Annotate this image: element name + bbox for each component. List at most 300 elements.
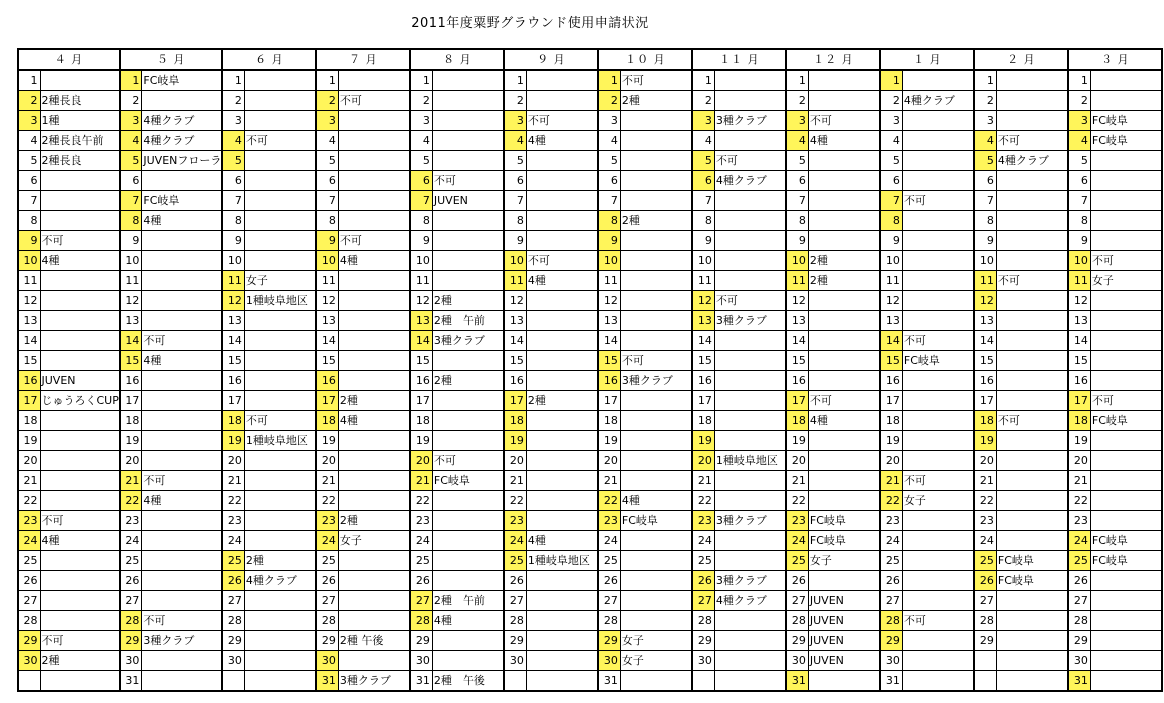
- day-number-cell: 24: [1068, 531, 1090, 551]
- reservation-cell: FC岐阜: [808, 511, 880, 531]
- reservation-cell: [902, 391, 974, 411]
- day-number-cell: 9: [18, 231, 40, 251]
- day-number-cell: 21: [316, 471, 338, 491]
- day-number-cell: 7: [1068, 191, 1090, 211]
- day-number-cell: 23: [1068, 511, 1090, 531]
- reservation-cell: [142, 371, 223, 391]
- reservation-cell: 4種: [338, 251, 410, 271]
- day-number-cell: 20: [222, 451, 244, 471]
- day-number-cell: 21: [1068, 471, 1090, 491]
- reservation-cell: [40, 351, 120, 371]
- reservation-cell: 3種クラブ: [432, 331, 504, 351]
- day-number-cell: 5: [786, 151, 808, 171]
- day-number-cell: 25: [974, 551, 996, 571]
- day-number-cell: 26: [222, 571, 244, 591]
- day-number-cell: 4: [974, 131, 996, 151]
- reservation-cell: 4種: [142, 351, 223, 371]
- reservation-cell: [620, 191, 692, 211]
- reservation-cell: 4種クラブ: [902, 91, 974, 111]
- day-number-cell: 22: [880, 491, 902, 511]
- day-number-cell: 22: [974, 491, 996, 511]
- day-number-cell: 28: [974, 611, 996, 631]
- day-number-cell: 24: [120, 531, 142, 551]
- reservation-cell: [1090, 611, 1162, 631]
- reservation-cell: [996, 531, 1068, 551]
- month-header: ２ 月: [974, 49, 1068, 70]
- day-row: [18, 631, 1162, 651]
- day-number-cell: 7: [18, 191, 40, 211]
- reservation-cell: [526, 91, 598, 111]
- reservation-cell: 2種: [338, 511, 410, 531]
- reservation-cell: FC岐阜: [902, 351, 974, 371]
- day-number-cell: 31: [598, 671, 620, 692]
- reservation-cell: [996, 591, 1068, 611]
- reservation-cell: [808, 171, 880, 191]
- reservation-cell: 4種クラブ: [244, 571, 316, 591]
- reservation-cell: [338, 351, 410, 371]
- reservation-cell: 不可: [40, 231, 120, 251]
- day-number-cell: 22: [692, 491, 714, 511]
- reservation-cell: [244, 111, 316, 131]
- day-number-cell: 1: [1068, 70, 1090, 91]
- day-number-cell: 31: [120, 671, 142, 692]
- day-number-cell: 10: [786, 251, 808, 271]
- reservation-cell: [902, 291, 974, 311]
- reservation-cell: [142, 411, 223, 431]
- reservation-cell: [902, 591, 974, 611]
- day-number-cell: 14: [1068, 331, 1090, 351]
- reservation-cell: [620, 331, 692, 351]
- reservation-cell: [620, 271, 692, 291]
- reservation-cell: 2種: [432, 291, 504, 311]
- day-number-cell: 4: [598, 131, 620, 151]
- reservation-cell: [526, 311, 598, 331]
- reservation-cell: 2種: [526, 391, 598, 411]
- day-number-cell: 30: [504, 651, 526, 671]
- day-number-cell: 29: [974, 631, 996, 651]
- day-number-cell: 8: [880, 211, 902, 231]
- day-number-cell: 7: [974, 191, 996, 211]
- day-number-cell: 3: [1068, 111, 1090, 131]
- reservation-cell: [526, 171, 598, 191]
- day-number-cell: 12: [974, 291, 996, 311]
- day-number-cell: 22: [598, 491, 620, 511]
- day-number-cell: 10: [410, 251, 432, 271]
- reservation-cell: JUVEN: [808, 611, 880, 631]
- reservation-cell: [40, 611, 120, 631]
- day-number-cell: 14: [222, 331, 244, 351]
- day-number-cell: 31: [1068, 671, 1090, 692]
- month-header: １１ 月: [692, 49, 786, 70]
- reservation-cell: [40, 571, 120, 591]
- day-number-cell: 15: [504, 351, 526, 371]
- day-number-cell: 28: [222, 611, 244, 631]
- day-number-cell: 11: [1068, 271, 1090, 291]
- reservation-cell: 2種 午前: [432, 311, 504, 331]
- day-number-cell: 30: [692, 651, 714, 671]
- reservation-cell: [714, 471, 786, 491]
- day-number-cell: 26: [504, 571, 526, 591]
- day-row: [18, 171, 1162, 191]
- day-row: [18, 431, 1162, 451]
- day-row: [18, 651, 1162, 671]
- reservation-cell: [714, 411, 786, 431]
- reservation-cell: 4種: [620, 491, 692, 511]
- reservation-cell: 3種クラブ: [714, 571, 786, 591]
- reservation-cell: [714, 631, 786, 651]
- reservation-cell: [620, 111, 692, 131]
- day-number-cell: 14: [786, 331, 808, 351]
- day-number-cell: 9: [316, 231, 338, 251]
- reservation-cell: [620, 671, 692, 692]
- day-number-cell: 19: [222, 431, 244, 451]
- day-number-cell: 10: [974, 251, 996, 271]
- reservation-cell: [526, 431, 598, 451]
- day-number-cell: 21: [410, 471, 432, 491]
- reservation-cell: [338, 571, 410, 591]
- day-number-cell: 6: [974, 171, 996, 191]
- day-number-cell: 18: [316, 411, 338, 431]
- reservation-cell: [902, 451, 974, 471]
- reservation-cell: [338, 291, 410, 311]
- day-number-cell: 1: [18, 70, 40, 91]
- day-number-cell: 14: [880, 331, 902, 351]
- reservation-cell: [902, 211, 974, 231]
- day-number-cell: 19: [692, 431, 714, 451]
- day-number-cell: 15: [598, 351, 620, 371]
- reservation-cell: 2種: [244, 551, 316, 571]
- reservation-cell: [996, 91, 1068, 111]
- day-number-cell: 9: [120, 231, 142, 251]
- day-number-cell: 8: [120, 211, 142, 231]
- day-number-cell: 7: [880, 191, 902, 211]
- reservation-cell: [1090, 631, 1162, 651]
- day-number-cell: 11: [880, 271, 902, 291]
- reservation-cell: 不可: [40, 511, 120, 531]
- day-number-cell: 6: [504, 171, 526, 191]
- reservation-cell: [432, 231, 504, 251]
- reservation-cell: 不可: [432, 451, 504, 471]
- day-number-cell: 15: [692, 351, 714, 371]
- day-number-cell: 7: [410, 191, 432, 211]
- day-number-cell: 26: [692, 571, 714, 591]
- day-number-cell: 29: [120, 631, 142, 651]
- day-number-cell: 15: [880, 351, 902, 371]
- day-number-cell: 24: [504, 531, 526, 551]
- day-number-cell: 28: [410, 611, 432, 631]
- day-number-cell: 3: [504, 111, 526, 131]
- day-number-cell: 25: [18, 551, 40, 571]
- reservation-cell: [714, 391, 786, 411]
- reservation-cell: [714, 351, 786, 371]
- reservation-cell: [620, 251, 692, 271]
- reservation-cell: [142, 91, 223, 111]
- day-number-cell: 13: [598, 311, 620, 331]
- reservation-cell: 4種: [40, 531, 120, 551]
- day-number-cell: 2: [974, 91, 996, 111]
- day-number-cell: 13: [120, 311, 142, 331]
- reservation-cell: 4種: [40, 251, 120, 271]
- reservation-cell: [244, 531, 316, 551]
- day-number-cell: 8: [692, 211, 714, 231]
- day-number-cell: 12: [222, 291, 244, 311]
- reservation-cell: 1種岐阜地区: [714, 451, 786, 471]
- day-number-cell: 14: [410, 331, 432, 351]
- day-number-cell: 21: [222, 471, 244, 491]
- reservation-cell: [902, 371, 974, 391]
- day-number-cell: 22: [316, 491, 338, 511]
- reservation-cell: [142, 571, 223, 591]
- day-number-cell: 14: [316, 331, 338, 351]
- day-number-cell: 2: [692, 91, 714, 111]
- day-number-cell: 21: [880, 471, 902, 491]
- reservation-cell: [142, 291, 223, 311]
- day-number-cell: 23: [410, 511, 432, 531]
- reservation-cell: [996, 231, 1068, 251]
- reservation-cell: 4種: [142, 491, 223, 511]
- day-number-cell: 6: [222, 171, 244, 191]
- reservation-cell: [244, 171, 316, 191]
- day-number-cell: 16: [598, 371, 620, 391]
- reservation-cell: [996, 471, 1068, 491]
- reservation-cell: [714, 651, 786, 671]
- day-number-cell: 19: [18, 431, 40, 451]
- day-number-cell: 1: [692, 70, 714, 91]
- reservation-cell: [1090, 91, 1162, 111]
- reservation-cell: [526, 351, 598, 371]
- day-number-cell: [974, 671, 996, 692]
- day-row: [18, 671, 1162, 692]
- reservation-cell: [808, 311, 880, 331]
- day-number-cell: 31: [786, 671, 808, 692]
- day-number-cell: 8: [18, 211, 40, 231]
- reservation-cell: JUVEN: [808, 631, 880, 651]
- day-number-cell: 3: [316, 111, 338, 131]
- reservation-cell: [526, 231, 598, 251]
- day-number-cell: 20: [880, 451, 902, 471]
- month-header: ６ 月: [222, 49, 316, 70]
- day-number-cell: 12: [120, 291, 142, 311]
- reservation-cell: [808, 191, 880, 211]
- reservation-cell: [338, 431, 410, 451]
- reservation-cell: [40, 331, 120, 351]
- day-number-cell: 21: [504, 471, 526, 491]
- month-header: ３ 月: [1068, 49, 1162, 70]
- day-number-cell: 23: [316, 511, 338, 531]
- reservation-cell: [526, 571, 598, 591]
- reservation-cell: 不可: [1090, 251, 1162, 271]
- reservation-cell: [996, 491, 1068, 511]
- reservation-cell: [526, 451, 598, 471]
- reservation-cell: [526, 291, 598, 311]
- day-number-cell: 17: [974, 391, 996, 411]
- day-number-cell: 24: [18, 531, 40, 551]
- reservation-cell: FC岐阜: [996, 571, 1068, 591]
- reservation-cell: [1090, 651, 1162, 671]
- reservation-cell: [996, 171, 1068, 191]
- reservation-cell: [244, 591, 316, 611]
- reservation-cell: [902, 411, 974, 431]
- reservation-cell: [244, 151, 316, 171]
- day-number-cell: 23: [504, 511, 526, 531]
- day-number-cell: 25: [120, 551, 142, 571]
- day-number-cell: 23: [18, 511, 40, 531]
- day-number-cell: 15: [786, 351, 808, 371]
- day-number-cell: 23: [598, 511, 620, 531]
- reservation-cell: [714, 70, 786, 91]
- day-number-cell: 10: [880, 251, 902, 271]
- day-number-cell: 8: [504, 211, 526, 231]
- day-row: [18, 231, 1162, 251]
- day-number-cell: 11: [974, 271, 996, 291]
- day-number-cell: 9: [410, 231, 432, 251]
- day-row: [18, 551, 1162, 571]
- reservation-cell: 1種岐阜地区: [244, 431, 316, 451]
- reservation-cell: 不可: [902, 331, 974, 351]
- reservation-cell: FC岐阜: [1090, 551, 1162, 571]
- usage-schedule-table: [17, 48, 1163, 692]
- reservation-cell: [714, 671, 786, 692]
- reservation-cell: [996, 651, 1068, 671]
- day-number-cell: 21: [974, 471, 996, 491]
- reservation-cell: 不可: [338, 91, 410, 111]
- reservation-cell: [714, 91, 786, 111]
- reservation-cell: 4種: [808, 131, 880, 151]
- reservation-cell: [432, 70, 504, 91]
- day-number-cell: 19: [1068, 431, 1090, 451]
- reservation-cell: [244, 471, 316, 491]
- reservation-cell: [996, 671, 1068, 692]
- day-number-cell: 30: [598, 651, 620, 671]
- reservation-cell: [620, 591, 692, 611]
- reservation-cell: [526, 331, 598, 351]
- day-number-cell: 1: [786, 70, 808, 91]
- day-row: [18, 291, 1162, 311]
- day-number-cell: 1: [222, 70, 244, 91]
- day-number-cell: 5: [316, 151, 338, 171]
- day-number-cell: 12: [880, 291, 902, 311]
- reservation-cell: [1090, 351, 1162, 371]
- day-number-cell: 19: [316, 431, 338, 451]
- day-number-cell: 6: [880, 171, 902, 191]
- reservation-cell: FC岐阜: [620, 511, 692, 531]
- day-number-cell: 20: [692, 451, 714, 471]
- day-number-cell: 4: [1068, 131, 1090, 151]
- day-number-cell: 30: [410, 651, 432, 671]
- reservation-cell: [244, 191, 316, 211]
- day-number-cell: 29: [316, 631, 338, 651]
- day-number-cell: 25: [598, 551, 620, 571]
- day-number-cell: 15: [410, 351, 432, 371]
- reservation-cell: [714, 231, 786, 251]
- day-row: [18, 131, 1162, 151]
- day-number-cell: 28: [786, 611, 808, 631]
- reservation-cell: 4種: [526, 271, 598, 291]
- reservation-cell: [338, 591, 410, 611]
- reservation-cell: [244, 491, 316, 511]
- reservation-cell: FC岐阜: [1090, 411, 1162, 431]
- day-number-cell: 2: [598, 91, 620, 111]
- day-number-cell: 27: [120, 591, 142, 611]
- day-number-cell: 26: [1068, 571, 1090, 591]
- reservation-cell: [142, 591, 223, 611]
- month-header: １０ 月: [598, 49, 692, 70]
- reservation-cell: [808, 151, 880, 171]
- reservation-cell: 不可: [142, 331, 223, 351]
- reservation-cell: [1090, 671, 1162, 692]
- reservation-cell: [244, 70, 316, 91]
- day-number-cell: 23: [222, 511, 244, 531]
- reservation-cell: [902, 651, 974, 671]
- day-number-cell: 4: [222, 131, 244, 151]
- day-number-cell: 16: [410, 371, 432, 391]
- day-number-cell: 5: [692, 151, 714, 171]
- reservation-cell: [620, 291, 692, 311]
- reservation-cell: [714, 211, 786, 231]
- day-number-cell: 6: [410, 171, 432, 191]
- day-number-cell: 30: [786, 651, 808, 671]
- reservation-cell: [996, 431, 1068, 451]
- day-number-cell: 10: [504, 251, 526, 271]
- day-number-cell: 3: [120, 111, 142, 131]
- day-number-cell: 14: [692, 331, 714, 351]
- reservation-cell: [996, 70, 1068, 91]
- day-number-cell: 17: [1068, 391, 1090, 411]
- reservation-cell: 不可: [620, 70, 692, 91]
- reservation-cell: [432, 251, 504, 271]
- day-number-cell: 3: [786, 111, 808, 131]
- reservation-cell: [714, 271, 786, 291]
- reservation-cell: [808, 451, 880, 471]
- day-number-cell: 7: [120, 191, 142, 211]
- day-number-cell: 5: [880, 151, 902, 171]
- reservation-cell: [142, 511, 223, 531]
- reservation-cell: [902, 671, 974, 692]
- reservation-cell: 2種: [620, 211, 692, 231]
- reservation-cell: [244, 251, 316, 271]
- reservation-cell: [902, 551, 974, 571]
- day-number-cell: 28: [316, 611, 338, 631]
- reservation-cell: [526, 70, 598, 91]
- reservation-cell: [620, 131, 692, 151]
- day-number-cell: 9: [974, 231, 996, 251]
- day-number-cell: 7: [692, 191, 714, 211]
- day-number-cell: 1: [598, 70, 620, 91]
- day-number-cell: 27: [692, 591, 714, 611]
- day-number-cell: 28: [18, 611, 40, 631]
- reservation-cell: FC岐阜: [1090, 111, 1162, 131]
- reservation-cell: [996, 371, 1068, 391]
- reservation-cell: [902, 70, 974, 91]
- reservation-cell: [808, 571, 880, 591]
- reservation-cell: 3種クラブ: [714, 511, 786, 531]
- day-number-cell: 16: [786, 371, 808, 391]
- reservation-cell: [714, 331, 786, 351]
- reservation-cell: 4種クラブ: [142, 131, 223, 151]
- day-number-cell: 15: [222, 351, 244, 371]
- day-number-cell: 30: [18, 651, 40, 671]
- day-number-cell: 11: [786, 271, 808, 291]
- reservation-cell: 3種クラブ: [714, 311, 786, 331]
- day-number-cell: 20: [316, 451, 338, 471]
- day-number-cell: 9: [692, 231, 714, 251]
- reservation-cell: [432, 271, 504, 291]
- day-number-cell: 18: [1068, 411, 1090, 431]
- day-number-cell: 15: [316, 351, 338, 371]
- reservation-cell: [714, 371, 786, 391]
- day-number-cell: 14: [120, 331, 142, 351]
- reservation-cell: JUVEN: [808, 651, 880, 671]
